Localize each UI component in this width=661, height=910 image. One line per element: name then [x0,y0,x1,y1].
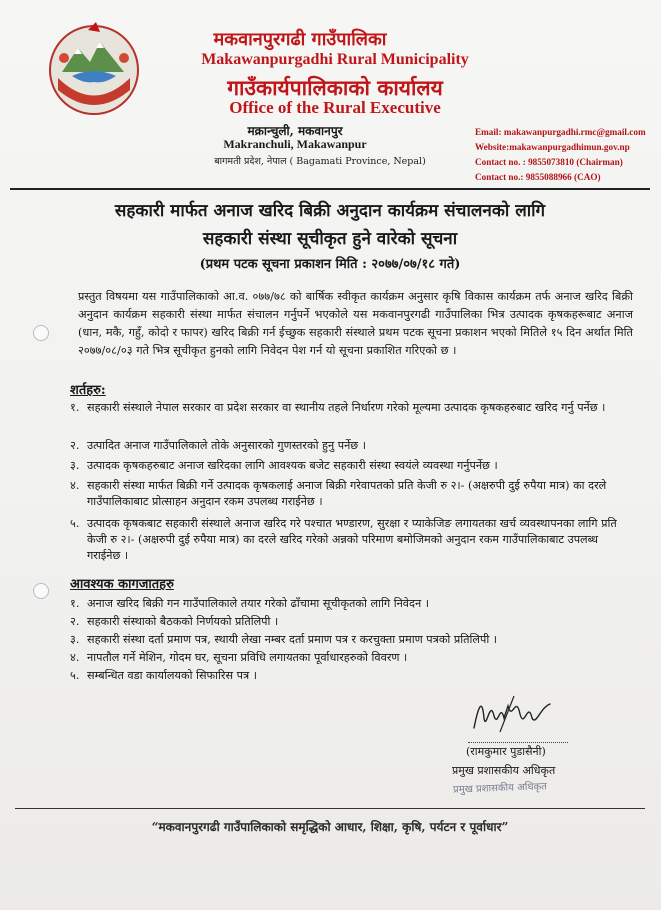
contact-email: Email: makawanpurgadhi.rmc@gmail.com [475,127,646,137]
condition-text: उत्पादक कृषकबाट सहकारी संस्थाले अनाज खरिद गरे पश्चात भण्डारण, सुरक्षा र प्याकेजिङ लगायतका खर्च व्यवस्थापनका लागि प्रति केजी रु २।- (अक्षरुपी दुई रुपैया मात्र) का दरले खरिद गरेको अन्नको परिमाण बमोजिमको अनुदान रकम गाउँपालिकाबाट उपलब्ध गराईनेछ । [87,517,617,562]
nepal-emblem-logo [44,18,144,118]
conditions-heading: शर्तहरु: [70,383,106,398]
condition-text: सहकारी संस्थाले नेपाल सरकार वा प्रदेश सरकार वा स्थानीय तहले निर्धारण गरेको मूल्यमा उत्पादक कृषकहरुबाट खरिद गर्नु पर्नेछ । [87,401,606,414]
condition-number: ५. [70,517,80,530]
contact-phone-chairman: Contact no. : 9855073810 (Chairman) [475,157,623,167]
contact-website: Website:makawanpurgadhimun.gov.np [475,142,630,152]
document-item [70,668,630,684]
document-text: नापतौल गर्ने मेशिन, गोदम घर, सूचना प्रविधि लगायतका पूर्वाधारहरुको विवरण । [87,651,408,664]
official-stamp: प्रमुख प्रशासकीय अधिकृत [452,781,548,796]
signatory-name: (रामकुमार पुडासैनी) [466,745,546,758]
handwritten-signature [470,688,555,736]
condition-item [70,400,630,416]
condition-text: उत्पादक कृषकहरुबाट अनाज खरिदका लागि आवश्यक बजेट सहकारी संस्था स्वयंले व्यवस्था गर्नुपर्नेछ । [87,459,498,472]
condition-number: ४. [70,479,80,492]
document-number: २. [70,615,80,628]
condition-item [70,458,630,474]
notice-title-line1: सहकारी मार्फत अनाज खरिद बिक्री अनुदान कार्यक्रम संचालनको लागि [114,201,546,221]
documents-heading: आवश्यक कागजातहरु [70,577,174,592]
address-english: Makranchuli, Makawanpur [223,137,367,151]
condition-number: ३. [70,459,80,472]
document-text: सहकारी संस्था दर्ता प्रमाण पत्र, स्थायी लेखा नम्बर दर्ता प्रमाण पत्र र करचुक्ता प्रमाण पत्रको प्रतिलिपी । [87,633,498,646]
condition-number: २. [70,439,80,452]
footer-divider [15,808,645,809]
document-number: ३. [70,633,80,646]
punch-hole [33,583,49,599]
municipality-name-nepali: मकवानपुरगढी गाउँपालिका [213,29,387,50]
address-nepali: मक्रान्चुली, मकवानपुर [247,124,343,138]
municipality-name-english: Makawanpurgadhi Rural Municipality [201,51,469,68]
document-number: ४. [70,651,80,664]
document-number: ५. [70,669,80,682]
footer-slogan: “मकवानपुरगढी गाउँपालिकाको समृद्धिको आधार, शिक्षा, कृषि, पर्यटन र पूर्वाधार” [151,820,509,834]
province-line: बागमती प्रदेश, नेपाल ( Bagamati Province, Nepal) [214,156,426,167]
office-name-nepali: गाउँकार्यपालिकाको कार्यालय [227,75,443,100]
condition-item [70,478,630,510]
document-text: सहकारी संस्थाको बैठकको निर्णयको प्रतिलिपी । [87,615,279,628]
condition-item [70,516,630,564]
signature-line [468,742,568,743]
document-number: १. [70,597,80,610]
document-item [70,650,630,666]
notice-body: प्रस्तुत विषयमा यस गाउँपालिकाको आ.व. ०७७/७८ को बार्षिक स्वीकृत कार्यक्रम अनुसार कृषि विकास कार्यक्रम तर्फ अनाज खरिद बिक्री अनुदान कार्यक्रम सहकारी संस्था मार्फत संचालन गर्नुपर्ने भएकोले यस मकवानपुरगढी गाउँपालिका भित्र उत्पादक कृषकहरूबाट अनाज (धान, मकै, गहुँ, कोदो र फापर) खरिद बिक्री गर्न ईच्छुक सहकारी संस्थाले प्रथम पटक सूचना प्रकाशन भएको मितिले १५ दिन अर्थात मिति २०७७/०८/०३ गते भित्र सूचीकृत हुनको लागि निवेदन पेश गर्न यो सूचना प्रकाशित गरिएको छ । [78,290,633,357]
condition-text: सहकारी संस्था मार्फत बिक्री गर्ने उत्पादक कृषकलाई अनाज बिक्री गरेवापतको प्रति केजी रु २।- (अक्षरुपी दुई रुपैया मात्र) का दरले गाउँपालिकाबाट प्रोत्साहन अनुदान रकम उपलब्ध गराईनेछ । [87,479,607,508]
condition-number: १. [70,401,80,414]
document-item [70,614,630,630]
notice-title-line2: सहकारी संस्था सूचीकृत हुने वारेको सूचना [202,229,458,249]
notice-subtitle: (प्रथम पटक सूचना प्रकाशन मिति : २०७७/०७/१८ गते) [199,257,461,272]
contact-phone-cao: Contact no.: 9855088966 (CAO) [475,172,601,182]
document-item [70,632,630,648]
document-text: अनाज खरिद बिक्री गन गाउँपालिकाले तयार गरेको ढाँचामा सूचीकृतको लागि निवेदन । [87,597,429,610]
punch-hole [33,325,49,341]
condition-text: उत्पादित अनाज गाउँपालिकाले तोके अनुसारको गुणस्तरको हुनु पर्नेछ । [87,439,366,452]
header-divider [10,188,650,190]
condition-item [70,438,630,454]
document-item [70,596,630,612]
signatory-designation: प्रमुख प्रशासकीय अधिकृत [452,764,556,777]
document-text: सम्बन्धित वडा कार्यालयको सिफारिस पत्र । [87,669,257,682]
office-name-english: Office of the Rural Executive [229,98,441,117]
